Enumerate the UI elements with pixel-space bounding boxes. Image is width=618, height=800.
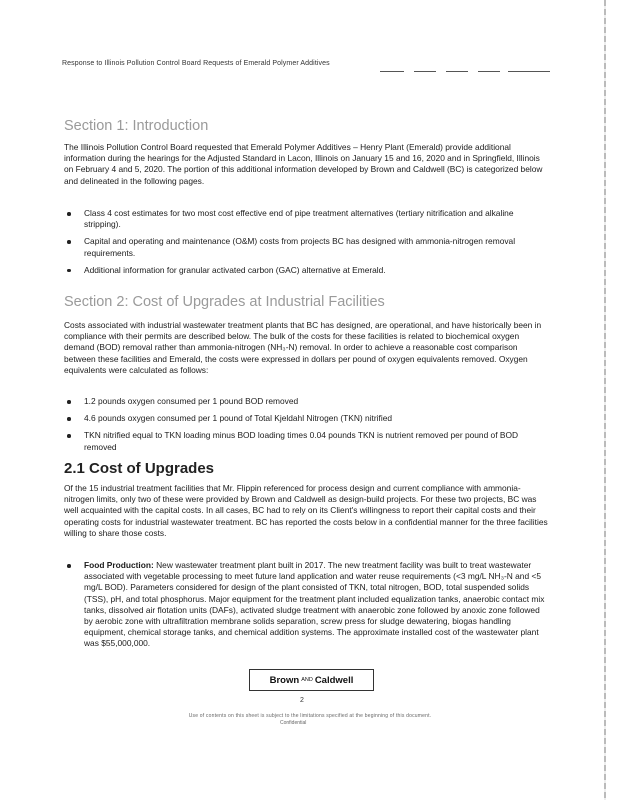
bullet-dot-icon bbox=[67, 564, 71, 568]
bullet-dot-icon bbox=[67, 269, 71, 273]
bullet-dot-icon bbox=[67, 212, 71, 216]
list-item-text: TKN nitrified equal to TKN loading minus BOD loading times 0.04 pounds TKN is nutrient removed per pound of BOD removed bbox=[84, 430, 519, 452]
list-item bbox=[64, 208, 550, 230]
running-header: Response to Illinois Pollution Control Board Requests of Emerald Polymer Additives bbox=[62, 60, 330, 67]
list-item-text: Class 4 cost estimates for two most cost effective end of pipe treatment alternatives (tertiary nitrification and alkaline stripping). bbox=[84, 208, 514, 230]
bullet-dot-icon bbox=[67, 434, 71, 438]
logo-text-caldwell: Caldwell bbox=[314, 674, 354, 686]
section-2-paragraph: Costs associated with industrial wastewater treatment plants that BC has designed, are operational, and have historically been in compliance with their permits are described below. The bulk of the costs for these facilities is related to biochemical oxygen demand (BOD) removal rather than ammonia-nitrogen (NH₃-N) removal. In order to achieve a reasonable cost comparison between these facilities and Emerald, the costs were expressed in dollars per pound of oxygen equivalents removed. Oxygen equivalents were calculated as follows: bbox=[64, 320, 542, 375]
bullet-dot-icon bbox=[67, 417, 71, 421]
list-item bbox=[64, 413, 550, 424]
bullet-dot-icon bbox=[67, 240, 71, 244]
list-item-text: 4.6 pounds oxygen consumed per 1 pound of Total Kjeldahl Nitrogen (TKN) nitrified bbox=[84, 413, 393, 424]
list-item-text: New wastewater treatment plant built in 2017. The new treatment facility was built to treat wastewater associated with vegetable processing to meet future land application and water reuse requirements (<3 mg/L NH₃-N and <5 mg/L BOD). Parameters considered for design of the plant consisted of TKN, total nitrogen, BOD, total suspended solids (TSS), pH, and total phosphorus. Major equipment for the treatment plant included equalization tanks, anaerobic contact mix tanks, dissolved air flotation units (DAFs), activated sludge treatment with anaerobic zone followed by anoxic zone followed by aerobic zone with ultrafiltration membrane solids separation, screw press for sludge dewatering, biogas handling equipment, chemical storage tanks, and chemical addition systems. The approximate installed cost of the wastewater plant was $55,000,000. bbox=[84, 560, 545, 649]
logo-text-and: AND bbox=[301, 677, 313, 683]
subsection-2-1-paragraph: Of the 15 industrial treatment facilities that Mr. Flippin referenced for process design and current compliance with ammonia-nitrogen limits, only two of these were provided by Brown and Caldwell as design-build projects. For these two projects, BC was well acquainted with the capital costs. In all cases, BC had to rely on its Client's willingness to report their capital costs and their operating costs for industrial wastewater treatment. BC has reported the costs below in a confidential manner for the three facilities willing to share those costs. bbox=[64, 483, 548, 538]
list-item bbox=[64, 396, 550, 407]
subsection-2-1-heading: 2.1 Cost of Upgrades bbox=[64, 460, 215, 477]
section-1-bullet-list bbox=[64, 208, 550, 276]
list-item bbox=[64, 560, 550, 650]
footer-disclaimer: Use of contents on this sheet is subject to the limitations specified at the beginning of this document. bbox=[188, 713, 432, 719]
list-item-text: Capital and operating and maintenance (O&M) costs from projects BC has designed with ammonia-nitrogen removal requirements. bbox=[84, 236, 516, 258]
list-item-text: 1.2 pounds oxygen consumed per 1 pound BOD removed bbox=[84, 396, 299, 406]
header-rule-segment bbox=[478, 71, 500, 72]
subsection-2-1-bullet-list bbox=[64, 560, 550, 650]
section-1-paragraph: The Illinois Pollution Control Board requested that Emerald Polymer Additives – Henry Plant (Emerald) provide additional information during the hearings for the Adjusted Standard in Lacon, Illinois on January 15 and 16, 2020 and in Springfield, Illinois on February 4 and 5, 2020. The portion of this additional information developed by Brown and Caldwell (BC) is categorized below and delineated in the following pages. bbox=[64, 142, 543, 186]
brown-and-caldwell-logo bbox=[249, 669, 374, 691]
page-number: 2 bbox=[300, 697, 304, 704]
list-item bbox=[64, 430, 550, 452]
section-1-heading: Section 1: Introduction bbox=[64, 118, 209, 134]
section-2-heading: Section 2: Cost of Upgrades at Industrial Facilities bbox=[64, 294, 385, 310]
header-rule-segment bbox=[414, 71, 436, 72]
header-rule-segment bbox=[446, 71, 468, 72]
scan-edge-artifact bbox=[604, 0, 606, 800]
header-rule-segment bbox=[380, 71, 404, 72]
list-item-label: Food Production: bbox=[84, 560, 154, 570]
footer-confidential: Confidential bbox=[280, 720, 307, 726]
section-2-bullet-list bbox=[64, 396, 550, 453]
list-item bbox=[64, 265, 550, 276]
logo-text-brown: Brown bbox=[269, 674, 300, 686]
bullet-dot-icon bbox=[67, 400, 71, 404]
list-item bbox=[64, 236, 550, 258]
list-item-text: Additional information for granular activated carbon (GAC) alternative at Emerald. bbox=[84, 264, 386, 275]
header-rule-segment bbox=[508, 71, 550, 72]
